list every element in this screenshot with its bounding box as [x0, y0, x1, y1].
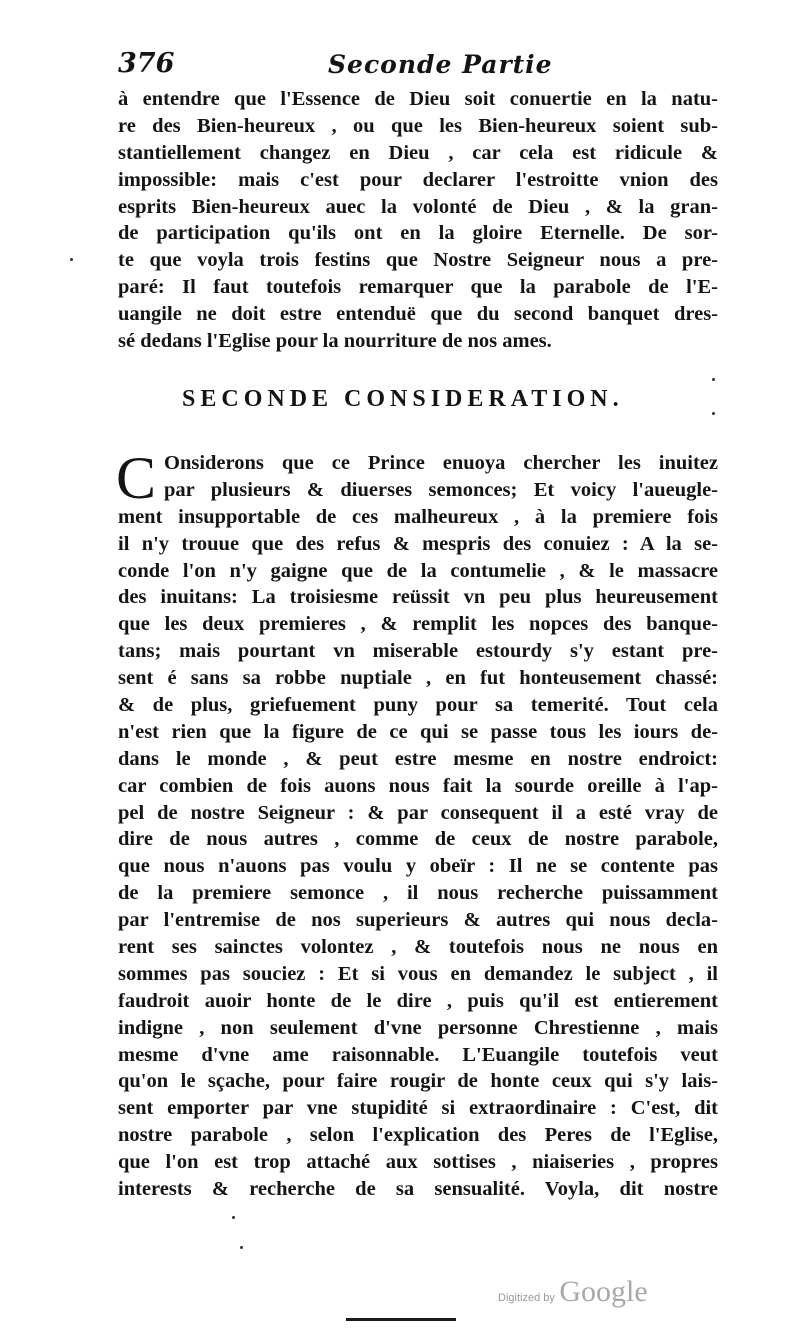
- watermark-prefix: Digitized by: [498, 1292, 555, 1304]
- text-line: esprits Bien-heureux auec la volonté de Dieu , & la gran-: [118, 195, 718, 218]
- text-line: impossible: mais c'est pour declarer l'estroitte vnion des: [118, 168, 718, 191]
- text-line: stantiellement changez en Dieu , car cela est ridicule &: [118, 141, 718, 164]
- text-line: il n'y trouue que des refus & mespris des conuiez : A la se-: [118, 532, 718, 555]
- text-line: qu'on le sçache, pour faire rougir de honte ceux qui s'y lais-: [118, 1070, 718, 1093]
- bottom-rule: [346, 1318, 456, 1321]
- text-line: sent é sans sa robbe nuptiale , en fut honteusement chassé:: [118, 667, 718, 690]
- text-line: faudroit auoir honte de le dire , puis qu'il est entierement: [118, 989, 718, 1012]
- text-line: re des Bien-heureux , ou que les Bien-heureux soient sub-: [118, 114, 718, 137]
- ink-speck: [712, 378, 715, 381]
- text-line: par l'entremise de nos superieurs & autres qui nous decla-: [118, 909, 718, 932]
- text-line: que les deux premieres , & remplit les nopces des banque-: [118, 613, 718, 636]
- ink-speck: [232, 1216, 235, 1219]
- text-line: sent emporter par vne stupidité si extraordinaire : C'est, dit: [118, 1097, 718, 1120]
- text-line: que l'on est trop attaché aux sottises , niaiseries , propres: [118, 1151, 718, 1174]
- text-line: Onsiderons que ce Prince enuoya chercher les inuitez: [164, 452, 718, 474]
- text-line: n'est rien que la figure de ce qui se passe tous les iours de-: [118, 720, 718, 743]
- text-line: conde l'on n'y gaigne que de la contumelie , & le massacre: [118, 559, 718, 582]
- google-logo: Google: [559, 1275, 648, 1308]
- text-line: de participation qu'ils ont en la gloire Eternelle. De sor-: [118, 222, 718, 245]
- text-line: te que voyla trois festins que Nostre Seigneur nous a pre-: [118, 249, 718, 272]
- ink-speck: [70, 258, 73, 261]
- text-line: tans; mais pourtant vn miserable estourdy s'y estant pre-: [118, 640, 718, 663]
- text-line: & de plus, griefuement puny pour sa temerité. Tout cela: [118, 694, 718, 717]
- text-line: car combien de fois auons nous fait la sourde oreille à l'ap-: [118, 774, 718, 797]
- text-line: de la premiere semonce , il nous recherche puissamment: [118, 882, 718, 905]
- digitized-watermark: [498, 1275, 648, 1309]
- page-number: 376: [118, 48, 175, 79]
- ink-speck: [712, 412, 715, 415]
- text-line: rent ses sainctes volontez , & toutefois nous ne nous en: [118, 936, 718, 959]
- drop-cap: C: [116, 445, 157, 511]
- section-heading: SECONDE CONSIDERATION.: [182, 386, 624, 412]
- text-line: dire de nous autres , comme de ceux de nostre parabole,: [118, 828, 718, 851]
- text-line: à entendre que l'Essence de Dieu soit conuertie en la natu-: [118, 88, 718, 110]
- text-line: dans le monde , & peut estre mesme en nostre endroict:: [118, 747, 718, 770]
- main-paragraph: [116, 445, 718, 1203]
- text-line: pel de nostre Seigneur : & par consequent il a esté vray de: [118, 801, 718, 824]
- page-header: [118, 48, 718, 86]
- text-line: mesme d'vne ame raisonnable. L'Euangile toutefois veut: [118, 1043, 718, 1066]
- running-head: Seconde Partie: [328, 50, 553, 79]
- text-line: des inuitans: La troisiesme reüssit vn peu plus heureusement: [118, 586, 718, 609]
- text-line: sommes pas souciez : Et si vous en demandez le subject , il: [118, 962, 718, 985]
- text-line: indigne , non seulement d'vne personne Chrestienne , mais: [118, 1016, 718, 1039]
- text-line: ment insupportable de ces malheureux , à la premiere fois: [118, 505, 718, 528]
- text-line: uangile ne doit estre entenduë que du second banquet dres-: [118, 303, 718, 326]
- text-line: par plusieurs & diuerses semonces; Et voicy l'aueugle-: [164, 478, 718, 501]
- text-line: interests & recherche de sa sensualité. Voyla, dit nostre: [118, 1178, 718, 1201]
- ink-speck: [240, 1246, 243, 1249]
- top-paragraph: [118, 86, 718, 355]
- text-line: que nous n'auons pas voulu y obeïr : Il ne se contente pas: [118, 855, 718, 878]
- text-line: sé dedans l'Eglise pour la nourriture de nos ames.: [118, 330, 552, 353]
- text-line: paré: Il faut toutefois remarquer que la parabole de l'E-: [118, 276, 718, 299]
- text-line: nostre parabole , selon l'explication des Peres de l'Eglise,: [118, 1124, 718, 1147]
